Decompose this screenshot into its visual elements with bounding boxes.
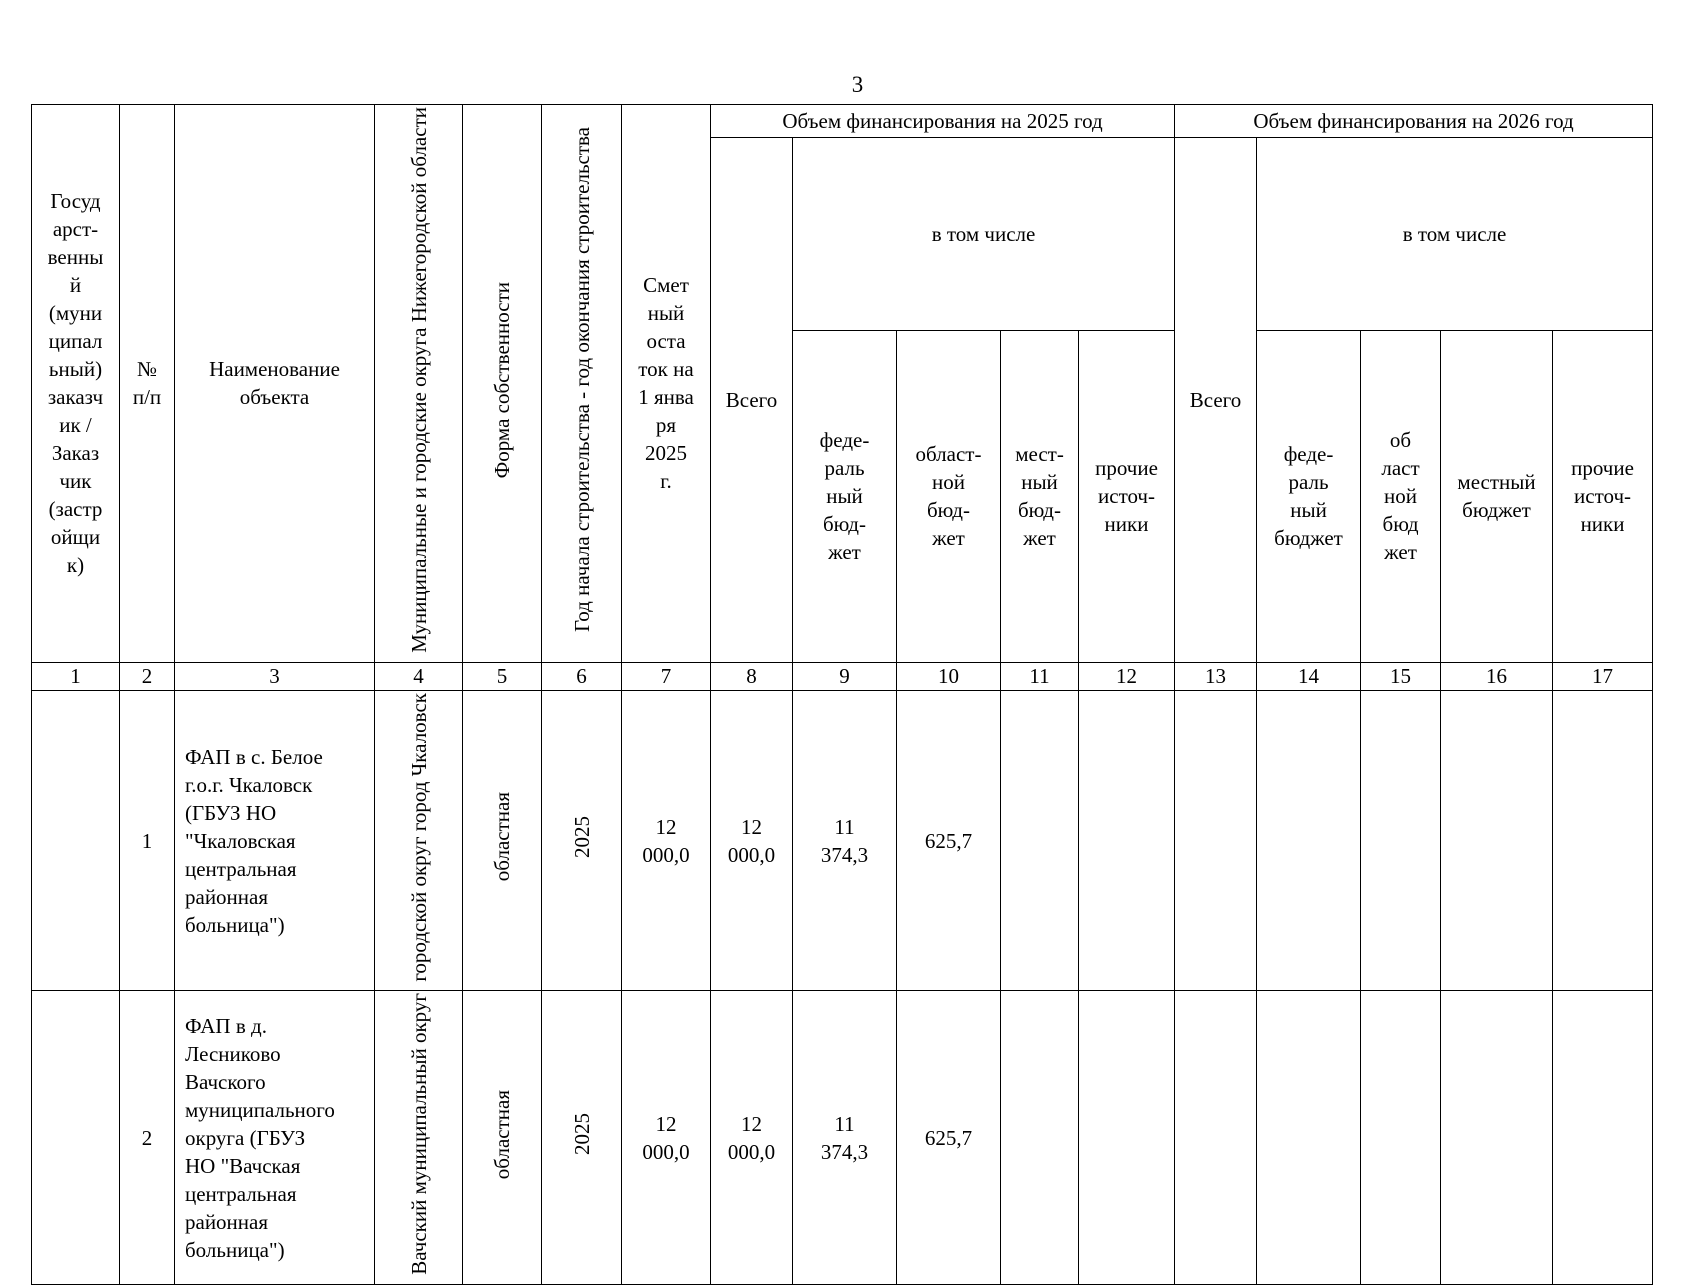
column-number-row [32,662,1653,690]
col-num: 3 [175,662,375,690]
table-row [32,690,1653,991]
col-num: 17 [1553,662,1653,690]
cell-years: 2025 [542,991,622,1285]
table-row [32,991,1653,1285]
cell-total-2025: 12 000,0 [711,991,793,1285]
cell-fed-2025: 11 374,3 [793,991,897,1285]
cell-object-name: ФАП в д. Лесниково Вачского муниципального округа (ГБУЗ НО "Вачская центральная районная больница") [175,991,375,1285]
cell-total-2025: 12 000,0 [711,690,793,991]
col-num: 11 [1001,662,1079,690]
cell-municipality: городской округ город Чкаловск [375,690,463,991]
header-fed-2025: феде- раль ный бюд- жет [793,330,897,662]
cell-municipality: Вачский муниципальный округ [375,991,463,1285]
cell-oth-2026 [1553,690,1653,991]
cell-fed-2026 [1257,690,1361,991]
col-num: 6 [542,662,622,690]
cell-object-name: ФАП в с. Белое г.о.г. Чкаловск (ГБУЗ НО "Чкаловская центральная районная больница") [175,690,375,991]
header-oth-2025: прочие источ- ники [1079,330,1175,662]
cell-oth-2026 [1553,991,1653,1285]
header-fin-2025: Объем финансирования на 2025 год [711,105,1175,138]
col-num: 9 [793,662,897,690]
cell-loc-2025 [1001,991,1079,1285]
header-total-2025: Всего [711,138,793,663]
cell-estimate: 12 000,0 [622,991,711,1285]
cell-oth-2025 [1079,991,1175,1285]
page-number: 3 [851,72,864,97]
header-object-name: Наименование объекта [175,105,375,663]
header-incl-2026: в том числе [1257,138,1653,331]
header-loc-2025: мест- ный бюд- жет [1001,330,1079,662]
cell-estimate: 12 000,0 [622,690,711,991]
header-reg-2026: об ласт ной бюд жет [1361,330,1441,662]
cell-total-2026 [1175,690,1257,991]
header-fed-2026: феде- раль ный бюджет [1257,330,1361,662]
cell-num: 1 [120,690,175,991]
col-num: 14 [1257,662,1361,690]
cell-reg-2026 [1361,690,1441,991]
cell-fed-2026 [1257,991,1361,1285]
col-num: 4 [375,662,463,690]
header-municipalities: Муниципальные и городские округа Нижегородской области [375,105,463,663]
cell-ownership: областная [463,690,542,991]
header-customer: Госуд арст- венны й (муни ципал ьный) заказч ик / Заказ чик (застр ойщи к) [32,105,120,663]
cell-customer [32,690,120,991]
header-num: № п/п [120,105,175,663]
cell-fed-2025: 11 374,3 [793,690,897,991]
header-loc-2026: местный бюджет [1441,330,1553,662]
header-oth-2026: прочие источ- ники [1553,330,1653,662]
cell-reg-2025: 625,7 [897,690,1001,991]
cell-years: 2025 [542,690,622,991]
header-total-2026: Всего [1175,138,1257,663]
col-num: 7 [622,662,711,690]
cell-total-2026 [1175,991,1257,1285]
header-ownership: Форма собственности [463,105,542,663]
header-row-1 [32,105,1653,138]
header-reg-2025: област- ной бюд- жет [897,330,1001,662]
col-num: 13 [1175,662,1257,690]
col-num: 16 [1441,662,1553,690]
cell-loc-2026 [1441,991,1553,1285]
cell-num: 2 [120,991,175,1285]
col-num: 8 [711,662,793,690]
col-num: 15 [1361,662,1441,690]
cell-reg-2025: 625,7 [897,991,1001,1285]
col-num: 1 [32,662,120,690]
cell-loc-2026 [1441,690,1553,991]
header-incl-2025: в том числе [793,138,1175,331]
cell-loc-2025 [1001,690,1079,991]
col-num: 12 [1079,662,1175,690]
cell-reg-2026 [1361,991,1441,1285]
col-num: 2 [120,662,175,690]
col-num: 10 [897,662,1001,690]
header-estimate: Смет ный оста ток на 1 янва ря 2025 г. [622,105,711,663]
header-years: Год начала строительства - год окончания строительства [542,105,622,663]
cell-customer [32,991,120,1285]
header-fin-2026: Объем финансирования на 2026 год [1175,105,1653,138]
cell-ownership: областная [463,991,542,1285]
cell-oth-2025 [1079,690,1175,991]
col-num: 5 [463,662,542,690]
financing-table [31,104,1653,1285]
